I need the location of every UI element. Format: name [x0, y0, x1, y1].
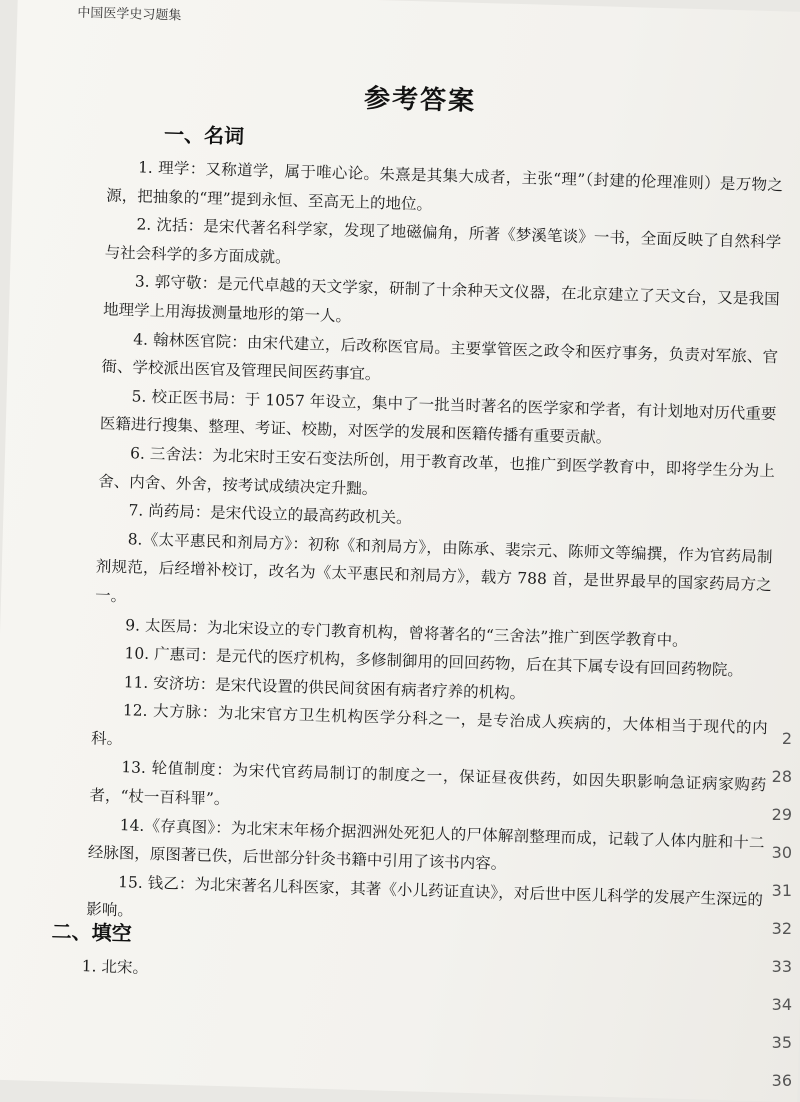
fill-in-list: [50, 951, 727, 998]
margin-number: 30: [771, 843, 792, 862]
term-entry: 14.《存真图》：为北宋末年杨介据泗洲处死犯人的尸体解剖整理而成，记载了人体内脏和十二经脉图，原图著已佚，后世部分针灸书籍中引用了该书内容。: [87, 815, 765, 874]
term-entry: 13. 轮值制度：为宋代官药局制订的制度之一，保证昼夜供药，如因失职影响急证病家购药者，“杖一百科罪”。: [89, 758, 767, 809]
terms-list: [86, 153, 783, 944]
margin-number: 33: [771, 957, 792, 976]
margin-number: 34: [771, 995, 792, 1014]
running-head: 中国医学史习题集: [77, 5, 182, 24]
facing-page-numbers: [758, 720, 792, 1100]
margin-number: 2: [781, 729, 792, 748]
page-title: 参考答案: [363, 83, 477, 117]
term-entry: 6. 三舍法：为北宋时王安石变法所创，用于教育改革，也推广到医学教育中，即将学生分为上舍、内舍、外舍，按考试成绩决定升黜。: [98, 444, 776, 498]
section-heading-fill-in: 二、填空: [51, 919, 133, 946]
term-entry: 5. 校正医书局：于 1057 年设立，集中了一批当时著名的医学家和学者，有计划地对历代重要医籍进行搜集、整理、考证、校勘，对医学的发展和医籍传播有重要贡献。: [99, 387, 777, 448]
margin-number: 28: [771, 767, 792, 786]
section-heading-terms: 一、名词: [163, 122, 245, 149]
term-entry: 11. 安济坊：是宋代设置的供民间贫困有病者疗养的机构。: [123, 672, 526, 703]
margin-number: 36: [771, 1071, 792, 1090]
term-entry: 9. 太医局：为北宋设立的专门教育机构，曾将著名的“三舍法”推广到医学教育中。: [125, 615, 688, 650]
margin-number: 35: [771, 1033, 792, 1052]
margin-number: 32: [771, 919, 792, 938]
term-entry: 2. 沈括：是宋代著名科学家，发现了地磁偏角，所著《梦溪笔谈》一书，全面反映了自然科学与社会科学的多方面成就。: [104, 215, 782, 267]
term-entry: 15. 钱乙：为北宋著名儿科医家，其著《小儿药证直诀》，对后世中医儿科学的发展产生深远的影响。: [86, 872, 764, 920]
term-entry: 8.《太平惠民和剂局方》：初称《和剂局方》，由陈承、裴宗元、陈师文等编撰，作为官药局制剂规范，后经增补校订，改名为《太平惠民和剂局方》，载方 788 首，是世界最早的国家药局方之一。: [94, 529, 773, 606]
margin-number: 31: [771, 881, 792, 900]
term-entry: 3. 郭守敬：是元代卓越的天文学家，研制了十余种天文仪器，在北京建立了天文台，又是我国地理学上用海拔测量地形的第一人。: [102, 272, 780, 326]
term-entry: 4. 翰林医官院：由宋代建立，后改称医官局。主要掌管医之政令和医疗事务，负责对军旅、官衙、学校派出医官及管理民间医药事宜。: [101, 329, 779, 384]
term-entry: 10. 广惠司：是元代的医疗机构，多修制御用的回回药物，后在其下属专设有回回药物院。: [124, 644, 744, 680]
term-entry: 12. 大方脉：为北宋官方卫生机构医学分科之一，是专治成人疾病的，大体相当于现代的内科。: [90, 701, 768, 749]
margin-number: 29: [771, 805, 792, 824]
fill-in-entry: 1. 北宋。: [81, 957, 149, 978]
term-entry: 7. 尚药局：是宋代设立的最高药政机关。: [128, 501, 412, 528]
term-entry: 1. 理学：又称道学，属于唯心论。朱熹是其集大成者，主张“理”（封建的伦理准则）是万物之源，把抽象的“理”提到永恒、至高无上的地位。: [106, 158, 784, 214]
